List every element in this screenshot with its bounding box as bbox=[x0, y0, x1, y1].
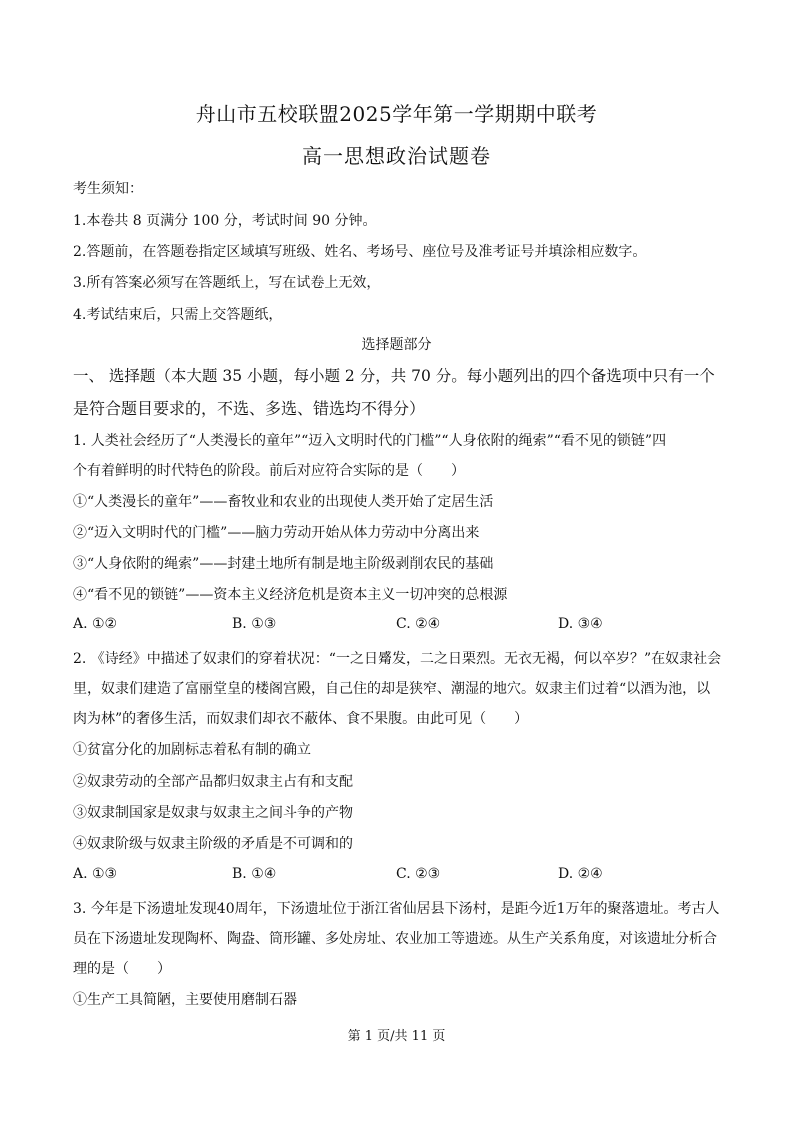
q3-stem-line3: 理的是（ ） bbox=[73, 961, 171, 977]
q2-option-c: C. ②③ bbox=[396, 866, 441, 882]
section-intro-line2: 是符合题目要求的，不选、多选、错选均不得分） bbox=[73, 399, 426, 418]
notice-heading: 考生须知： bbox=[73, 181, 143, 197]
q1-statement-1: ①“人类漫长的童年”——畜牧业和农业的出现使人类开始了定居生活 bbox=[73, 494, 494, 510]
section-intro-line1: 一、 选择题（本大题 35 小题，每小题 2 分，共 70 分。每小题列出的四个备选项中只有一个 bbox=[73, 367, 715, 385]
q1-option-b: B. ①③ bbox=[232, 616, 277, 632]
q1-stem-line1: 1. 人类社会经历了“人类漫长的童年”“迈入文明时代的门槛”“人身依附的绳索”“看不见的锁链”四 bbox=[73, 433, 667, 449]
q1-statement-4: ④“看不见的锁链”——资本主义经济危机是资本主义一切冲突的总根源 bbox=[73, 587, 508, 603]
q2-statement-1: ①贫富分化的加剧标志着私有制的确立 bbox=[73, 742, 311, 758]
q2-stem-line2: 里，奴隶们建造了富丽堂皇的楼阁宫殿，自己住的却是狭窄、潮湿的地穴。奴隶主们过着“以酒为池，以 bbox=[73, 681, 711, 697]
q2-option-d: D. ②④ bbox=[558, 866, 603, 882]
q1-option-a: A. ①② bbox=[73, 616, 118, 632]
q2-statement-4: ④奴隶阶级与奴隶主阶级的矛盾是不可调和的 bbox=[73, 836, 353, 852]
q1-stem-line2: 个有着鲜明的时代特色的阶段。前后对应符合实际的是（ ） bbox=[73, 463, 465, 479]
q3-stem-line2: 员在下汤遗址发现陶杯、陶盎、筒形罐、多处房址、农业加工等遗迹。从生产关系角度，对该遗址分析合 bbox=[73, 931, 717, 947]
q2-stem-line3: 肉为林”的奢侈生活，而奴隶们却衣不蔽体、食不果腹。由此可见（ ） bbox=[73, 711, 529, 727]
exam-title: 舟山市五校联盟2025学年第一学期期中联考 bbox=[195, 102, 598, 126]
q3-stem-line1: 3. 今年是下汤遗址发现40周年，下汤遗址位于浙江省仙居县下汤村，是距今近1万年的聚落遗址。考古人 bbox=[73, 901, 720, 917]
notice-item-3: 3.所有答案必须写在答题纸上，写在试卷上无效， bbox=[73, 275, 381, 291]
q2-option-a: A. ①③ bbox=[73, 866, 118, 882]
q1-option-c: C. ②④ bbox=[396, 616, 441, 632]
q1-statement-2: ②“迈入文明时代的门槛”——脑力劳动开始从体力劳动中分离出来 bbox=[73, 525, 480, 541]
q2-statement-2: ②奴隶劳动的全部产品都归奴隶主占有和支配 bbox=[73, 774, 353, 790]
page-number: 第 1 页/共 11 页 bbox=[347, 1029, 446, 1044]
q1-option-d: D. ③④ bbox=[558, 616, 603, 632]
notice-item-4: 4.考试结束后，只需上交答题纸， bbox=[73, 307, 283, 323]
section-title: 选择题部分 bbox=[361, 337, 432, 353]
q3-statement-1: ①生产工具简陋，主要使用磨制石器 bbox=[73, 992, 297, 1008]
exam-subtitle: 高一思想政治试题卷 bbox=[302, 144, 491, 168]
q2-statement-3: ③奴隶制国家是奴隶与奴隶主之间斗争的产物 bbox=[73, 805, 353, 821]
notice-item-1: 1.本卷共 8 页满分 100 分，考试时间 90 分钟。 bbox=[73, 213, 377, 229]
q2-option-b: B. ①④ bbox=[232, 866, 277, 882]
q1-statement-3: ③“人身依附的绳索”——封建土地所有制是地主阶级剥削农民的基础 bbox=[73, 556, 494, 572]
notice-item-2: 2.答题前，在答题卷指定区域填写班级、姓名、考场号、座位号及准考证号并填涂相应数字。 bbox=[73, 244, 647, 260]
q2-stem-line1: 2. 《诗经》中描述了奴隶们的穿着状况：“一之日觱发，二之日栗烈。无衣无褐，何以卒岁？”在奴隶社会 bbox=[73, 651, 722, 667]
